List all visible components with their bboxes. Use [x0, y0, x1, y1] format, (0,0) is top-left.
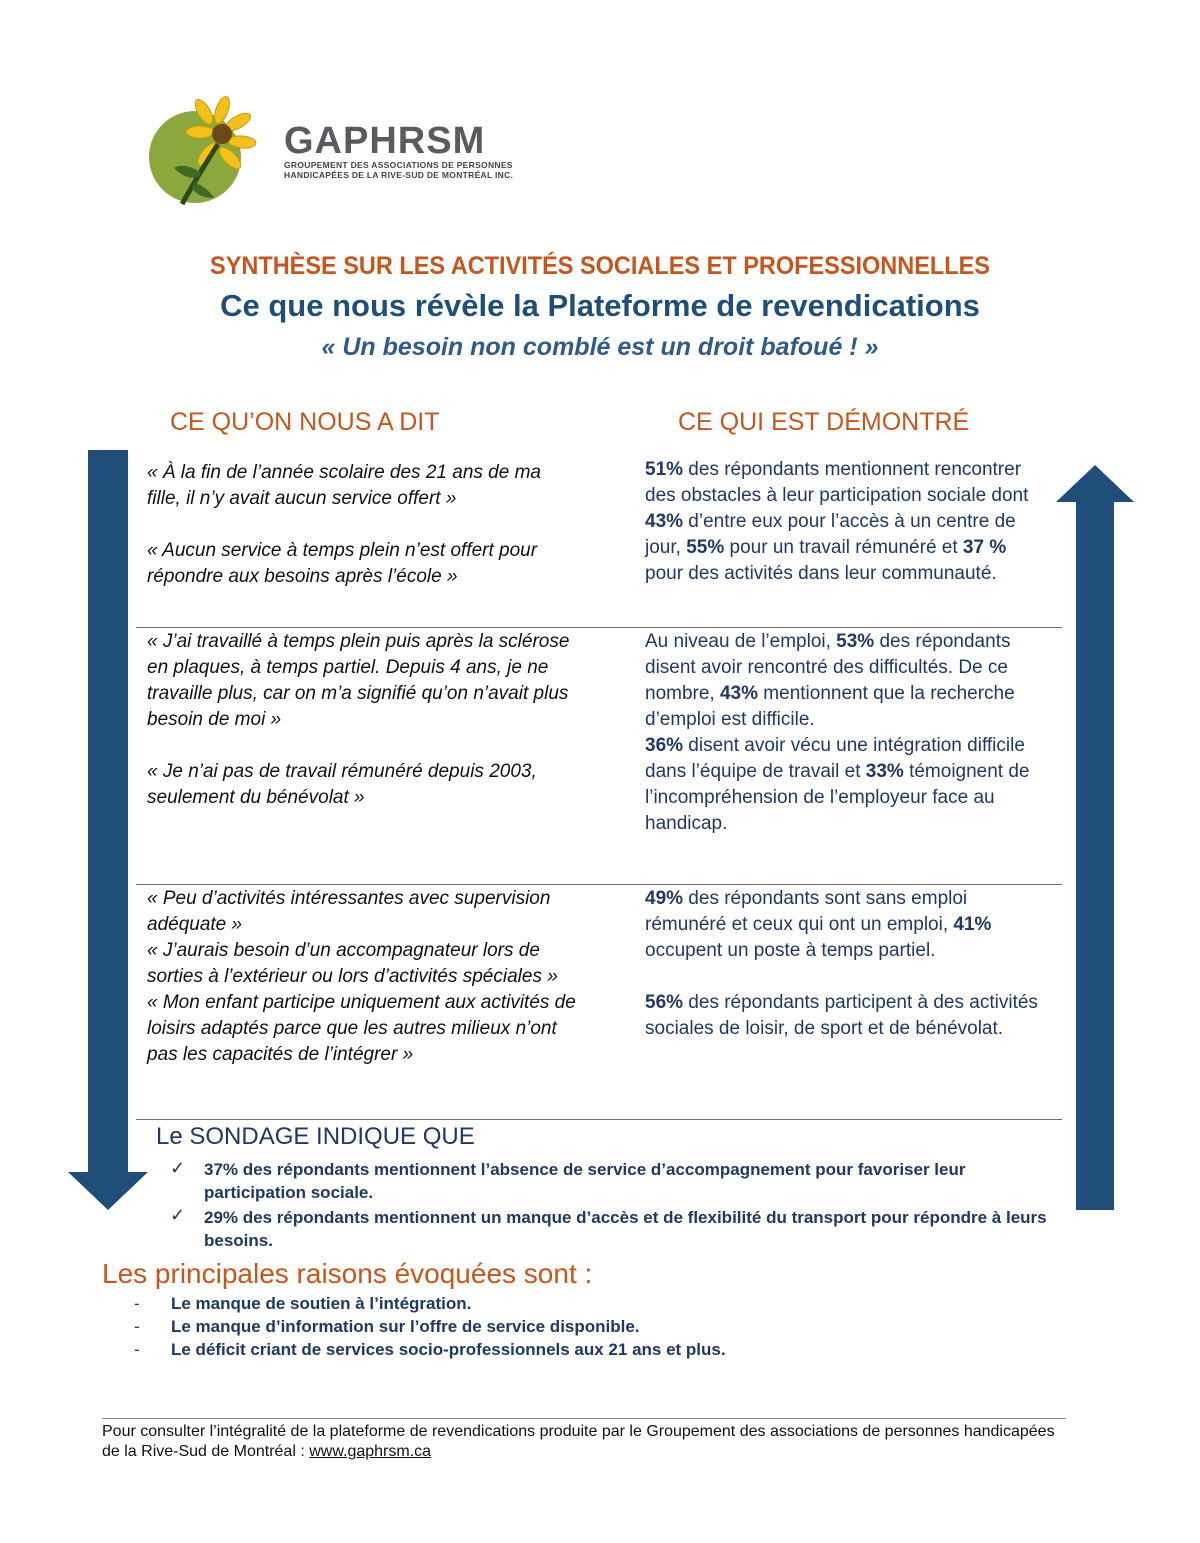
arrow-down-icon: [68, 450, 148, 1210]
stat-paragraph: 51% des répondants mentionnent rencontrer des obstacles à leur participation sociale dont 43% d’entre eux pour l’accès à un centre de jour, 55% pour un travail rémunéré et 37 % pour des activités dans leur communauté.: [645, 459, 1029, 584]
reason-item: Le manque de soutien à l’intégration.: [171, 1294, 472, 1313]
brand-block: [284, 122, 513, 180]
stat-paragraph: 49% des répondants sont sans emploi rémunéré et ceux qui ont un emploi, 41% occupent un poste à temps partiel.: [645, 888, 992, 961]
quote: « Mon enfant participe uniquement aux activités de loisirs adaptés parce que les autres milieux n’ont pas les capacités de l’intégrer »: [147, 992, 576, 1065]
bullet-dash: -: [134, 1317, 140, 1336]
row-3-stats: [645, 886, 1045, 1042]
column-heading-left: CE QU’ON NOUS A DIT: [170, 408, 440, 436]
quote: « Aucun service à temps plein n’est offert pour répondre aux besoins après l’école »: [147, 540, 538, 587]
bullet-dash: -: [134, 1294, 140, 1313]
flower-logo-icon: [130, 92, 260, 222]
reasons-heading: Les principales raisons évoquées sont :: [102, 1258, 593, 1289]
row-1-quotes: [147, 460, 577, 590]
check-icon: ✓: [170, 1205, 186, 1225]
footer-link[interactable]: www.gaphrsm.ca: [309, 1443, 432, 1460]
row-divider: [136, 627, 1062, 628]
brand-subtitle-line1: GROUPEMENT DES ASSOCIATIONS DE PERSONNES: [284, 160, 513, 170]
check-icon: ✓: [170, 1158, 186, 1178]
bullet-dash: -: [134, 1340, 140, 1359]
quote: « J’ai travaillé à temps plein puis après la sclérose en plaques, à temps partiel. Depuis 4 ans, je ne travaille plus, car on m’a signifié qu’on n’avait plus besoin de moi »: [147, 631, 570, 730]
reason-item: Le déficit criant de services socio-professionnels aux 21 ans et plus.: [171, 1340, 726, 1359]
brand-name: GAPHRSM: [284, 120, 486, 162]
reason-item: Le manque d’information sur l’offre de service disponible.: [171, 1317, 640, 1336]
survey-item: 29% des répondants mentionnent un manque d’accès et de flexibilité du transport pour répondre à leurs besoins.: [204, 1208, 1047, 1250]
quote: « À la fin de l’année scolaire des 21 ans de ma fille, il n’y avait aucun service offert »: [147, 462, 541, 509]
footer-text: Pour consulter l’intégralité de la plateforme de revendications produite par le Groupement des associations de personnes handicapées de la Rive-Sud de Montréal :: [102, 1423, 1055, 1460]
row-3-quotes: [147, 886, 577, 1068]
stat-paragraph: 56% des répondants participent à des activités sociales de loisir, de sport et de bénévolat.: [645, 992, 1038, 1039]
column-heading-right: CE QUI EST DÉMONTRÉ: [678, 408, 970, 436]
stat-paragraph: 36% disent avoir vécu une intégration difficile dans l’équipe de travail et 33% témoignent de l’incompréhension de l’employeur face au handicap.: [645, 735, 1030, 834]
survey-item: 37% des répondants mentionnent l’absence de service d’accompagnement pour favoriser leur participation sociale.: [204, 1160, 966, 1202]
quote: « Je n’ai pas de travail rémunéré depuis 2003, seulement du bénévolat »: [147, 761, 537, 808]
row-1-stats: [645, 457, 1045, 587]
row-divider: [136, 884, 1062, 885]
page-tagline: « Un besoin non comblé est un droit bafoué ! »: [321, 333, 879, 361]
survey-heading: Le SONDAGE INDIQUE QUE: [156, 1123, 475, 1150]
page-title: SYNTHÈSE SUR LES ACTIVITÉS SOCIALES ET PROFESSIONNELLES: [210, 252, 990, 280]
page-subtitle: Ce que nous révèle la Plateforme de revendications: [220, 288, 980, 323]
row-2-stats: [645, 629, 1045, 837]
brand-subtitle-line2: HANDICAPÉES DE LA RIVE-SUD DE MONTRÉAL INC.: [284, 170, 514, 180]
row-2-quotes: [147, 629, 577, 811]
quote: « Peu d’activités intéressantes avec supervision adéquate »: [147, 888, 551, 935]
footer: [102, 1422, 1062, 1462]
quote: « J’aurais besoin d’un accompagnateur lors de sorties à l’extérieur ou lors d’activités spéciales »: [147, 940, 558, 987]
footer-divider: [102, 1418, 1066, 1419]
stat-paragraph: Au niveau de l’emploi, 53% des répondants disent avoir rencontré des difficultés. De ce nombre, 43% mentionnent que la recherche d’emploi est difficile.: [645, 631, 1015, 730]
arrow-up-icon: [1056, 465, 1134, 1210]
row-divider: [136, 1119, 1062, 1120]
